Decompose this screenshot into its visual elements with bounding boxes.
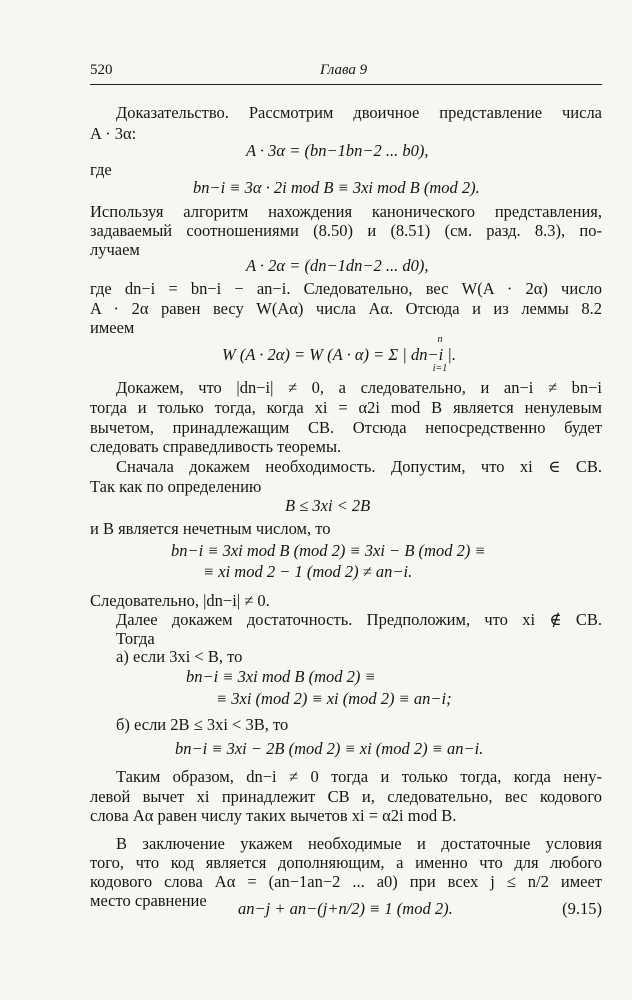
text-line: и B является нечетным числом, то xyxy=(90,519,331,538)
equation-line: bn−i ≡ 3xi mod B (mod 2) ≡ xyxy=(186,667,376,686)
text-line: Так как по определению xyxy=(90,477,262,496)
text-line: Далее докажем достаточность. Предположим, что xi ∉ CB. xyxy=(116,610,602,629)
running-header xyxy=(90,62,602,85)
text-line: левой вычет xi принадлежит CB и, следовательно, вес кодового xyxy=(90,787,602,806)
equation-line: bn−i ≡ 3xi − 2B (mod 2) ≡ xi (mod 2) ≡ an−i. xyxy=(175,739,484,758)
text-line: кодового слова Aα = (an−1an−2 ... a0) при всех j ≤ n/2 имеет xyxy=(90,872,602,891)
equation-line: W (A · 2α) = W (A · α) = Σ | dn−i |. xyxy=(222,345,456,364)
text-line: имеем xyxy=(90,318,135,337)
text-line: Докажем, что |dn−i| ≠ 0, а следовательно, и an−i ≠ bn−i xyxy=(116,378,602,397)
case-a-line: а) если 3xi < B, то xyxy=(116,647,243,666)
page-number: 520 xyxy=(90,62,113,78)
text-line: где xyxy=(90,160,112,179)
text-line: A · 2α равен весу W(Aα) числа Aα. Отсюда и из леммы 8.2 xyxy=(90,299,602,318)
text-line: A · 3α: xyxy=(90,124,137,143)
equation-line: ≡ 3xi (mod 2) ≡ xi (mod 2) ≡ an−i; xyxy=(216,689,452,708)
equation-line: A · 2α = (dn−1dn−2 ... d0), xyxy=(246,256,429,275)
text-line: Тогда xyxy=(116,629,155,648)
text-line: следовать справедливость теоремы. xyxy=(90,437,342,456)
equation-line: A · 3α = (bn−1bn−2 ... b0), xyxy=(246,141,429,160)
text-line: место сравнение xyxy=(90,891,207,910)
text-line: тогда и только тогда, когда xi = α2i mod B является ненулевым xyxy=(90,398,602,417)
equation-line: bn−i ≡ 3α · 2i mod B ≡ 3xi mod B (mod 2). xyxy=(193,178,480,197)
running-title: Глава 9 xyxy=(320,62,368,78)
text-line: Сначала докажем необходимость. Допустим, что xi ∈ CB. xyxy=(116,457,602,476)
text-line: того, что код является дополняющим, а именно что для любого xyxy=(90,853,602,872)
equation-line: ≡ xi mod 2 − 1 (mod 2) ≠ an−i. xyxy=(203,562,413,581)
case-b-line: б) если 2B ≤ 3xi < 3B, то xyxy=(116,715,289,734)
text-line: слова Aα равен числу таких вычетов xi = α2i mod B. xyxy=(90,806,457,825)
text-line: лучаем xyxy=(90,240,140,259)
equation-line: an−j + an−(j+n/2) ≡ 1 (mod 2). xyxy=(238,899,453,918)
proof-line: Доказательство. Рассмотрим двоичное представление числа xyxy=(116,103,602,122)
text-line: где dn−i = bn−i − an−i. Следовательно, вес W(A · 2α) число xyxy=(90,279,602,298)
text-line: В заключение укажем необходимые и достаточные условия xyxy=(116,834,602,853)
text-line: задаваемый соотношениями (8.50) и (8.51) (см. разд. 8.3), по- xyxy=(90,221,602,240)
text-line: вычетом, принадлежащим CB. Отсюда непосредственно будет xyxy=(90,418,602,437)
equation-line: bn−i ≡ 3xi mod B (mod 2) ≡ 3xi − B (mod 2) ≡ xyxy=(171,541,486,560)
text-line: Таким образом, dn−i ≠ 0 тогда и только тогда, когда нену- xyxy=(116,767,602,786)
sum-upper-limit: n xyxy=(437,334,443,345)
text-line: Следовательно, |dn−i| ≠ 0. xyxy=(90,591,270,610)
sum-lower-limit: i=1 xyxy=(432,363,448,374)
equation-line: B ≤ 3xi < 2B xyxy=(285,496,371,515)
equation-number: (9.15) xyxy=(562,899,602,918)
text-line: Используя алгоритм нахождения канонического представления, xyxy=(90,202,602,221)
